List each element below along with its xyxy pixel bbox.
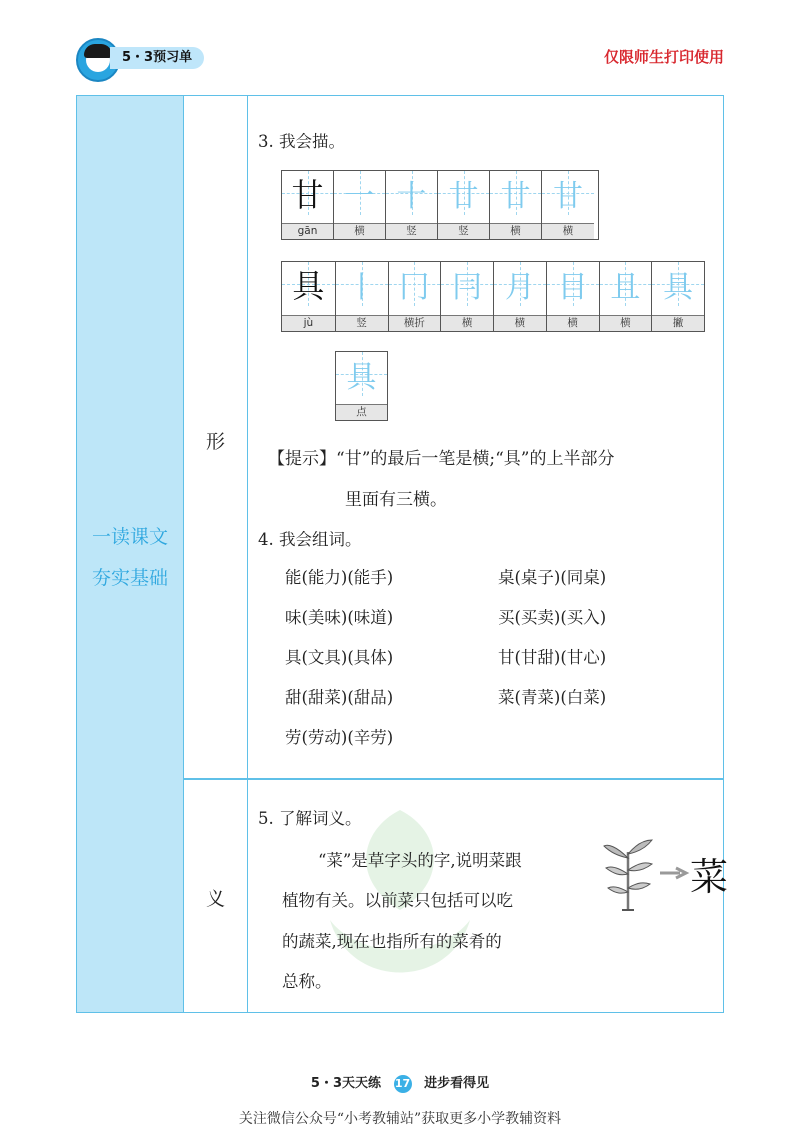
page-number: 17 <box>394 1075 412 1093</box>
stroke-label: 竖 <box>336 315 388 331</box>
series-badge: 5・3预习单 <box>110 47 204 69</box>
stroke-cell[interactable] <box>336 262 389 331</box>
stroke-cell[interactable] <box>542 171 594 239</box>
q5-line: 植物有关。以前菜只包括可以吃 <box>282 891 513 910</box>
stroke-label: 横 <box>600 315 652 331</box>
stroke-cell[interactable] <box>494 262 547 331</box>
stroke-cell[interactable] <box>600 262 653 331</box>
ju-stroke-grid <box>281 261 705 332</box>
stroke-char: 目 <box>557 270 588 305</box>
stroke-label: 竖 <box>386 223 437 239</box>
stroke-cell[interactable] <box>334 171 386 239</box>
logo-hair <box>84 44 112 58</box>
stroke-label: 撇 <box>652 315 704 331</box>
word-group-left: 甜(甜菜)(甜品) <box>285 688 394 707</box>
stroke-char: 具 <box>346 360 377 395</box>
sidebar-title-line1: 一读课文 <box>91 526 168 548</box>
q5-title: 5. 了解词义。 <box>258 809 362 828</box>
stroke-char: 廿 <box>500 179 531 214</box>
footer-right: 进步看得见 <box>424 1076 490 1091</box>
tip-line2: 里面有三横。 <box>345 490 447 510</box>
q3-title: 3. 我会描。 <box>258 132 345 151</box>
stroke-char: 甘 <box>553 179 583 214</box>
stroke-cell[interactable] <box>652 262 704 331</box>
footer-bar <box>0 1072 800 1093</box>
tip-line1: 【提示】“甘”的最后一笔是横;“具”的上半部分 <box>268 449 615 469</box>
ju-pinyin: jù <box>282 315 335 331</box>
gan-main-cell <box>282 171 334 239</box>
stroke-char: 冃 <box>452 270 483 305</box>
gan-stroke-grid <box>281 170 599 240</box>
arrow-right-icon <box>660 866 690 880</box>
stroke-label: 横 <box>490 223 541 239</box>
stroke-label: 点 <box>336 404 387 420</box>
footer-left: 5・3天天练 <box>310 1076 381 1091</box>
stroke-cell[interactable] <box>547 262 600 331</box>
q4-title: 4. 我会组词。 <box>258 530 362 549</box>
seal-script-char: 菜 <box>690 855 729 899</box>
stroke-char: 廿 <box>448 179 479 214</box>
stroke-cell[interactable] <box>441 262 494 331</box>
gan-char: 甘 <box>291 176 324 214</box>
stroke-char: 且 <box>610 270 641 305</box>
plant-illustration <box>602 832 654 912</box>
word-group-right: 甘(甘甜)(甘心) <box>498 648 607 667</box>
stroke-cell[interactable] <box>336 352 387 420</box>
word-group-left: 具(文具)(具体) <box>285 648 394 667</box>
sidebar-title-line2: 夯实基础 <box>91 567 168 589</box>
ju-char: 具 <box>292 267 325 305</box>
ju-main-cell <box>282 262 336 331</box>
stroke-cell[interactable] <box>386 171 438 239</box>
word-group-left: 能(能力)(能手) <box>285 568 394 587</box>
word-group-right: 买(买卖)(买入) <box>498 608 607 627</box>
word-group-left: 味(美味)(味道) <box>285 608 394 627</box>
word-group-right: 菜(青菜)(白菜) <box>498 688 607 707</box>
stroke-label: 横折 <box>389 315 441 331</box>
word-group-left: 劳(劳动)(辛劳) <box>285 728 394 747</box>
row-label-meaning: 义 <box>205 888 225 910</box>
stroke-char: 具 <box>663 270 694 305</box>
stroke-label: 横 <box>441 315 493 331</box>
q5-line: “菜”是草字头的字,说明菜跟 <box>318 851 522 870</box>
stroke-label: 竖 <box>438 223 489 239</box>
stroke-char: 月 <box>504 270 535 305</box>
stroke-label: 横 <box>547 315 599 331</box>
ju-extra-grid <box>335 351 388 421</box>
q5-line: 总称。 <box>282 972 332 991</box>
stroke-char: 丨 <box>346 270 377 305</box>
stroke-label: 横 <box>494 315 546 331</box>
q5-line: 的蔬菜,现在也指所有的菜肴的 <box>282 932 502 951</box>
stroke-char: 一 <box>344 179 375 214</box>
footer-note: 关注微信公众号“小考教辅站”获取更多小学教辅资料 <box>238 1111 562 1127</box>
stroke-cell[interactable] <box>490 171 542 239</box>
stroke-char: 冂 <box>399 270 430 305</box>
word-group-right: 桌(桌子)(同桌) <box>498 568 607 587</box>
stroke-cell[interactable] <box>389 262 442 331</box>
print-notice: 仅限师生打印使用 <box>603 48 724 66</box>
stroke-cell[interactable] <box>438 171 490 239</box>
stroke-label: 横 <box>334 223 385 239</box>
stroke-char: 十 <box>396 179 427 214</box>
row-label-shape: 形 <box>205 431 225 453</box>
gan-pinyin: gān <box>282 223 333 239</box>
stroke-label: 横 <box>542 223 594 239</box>
